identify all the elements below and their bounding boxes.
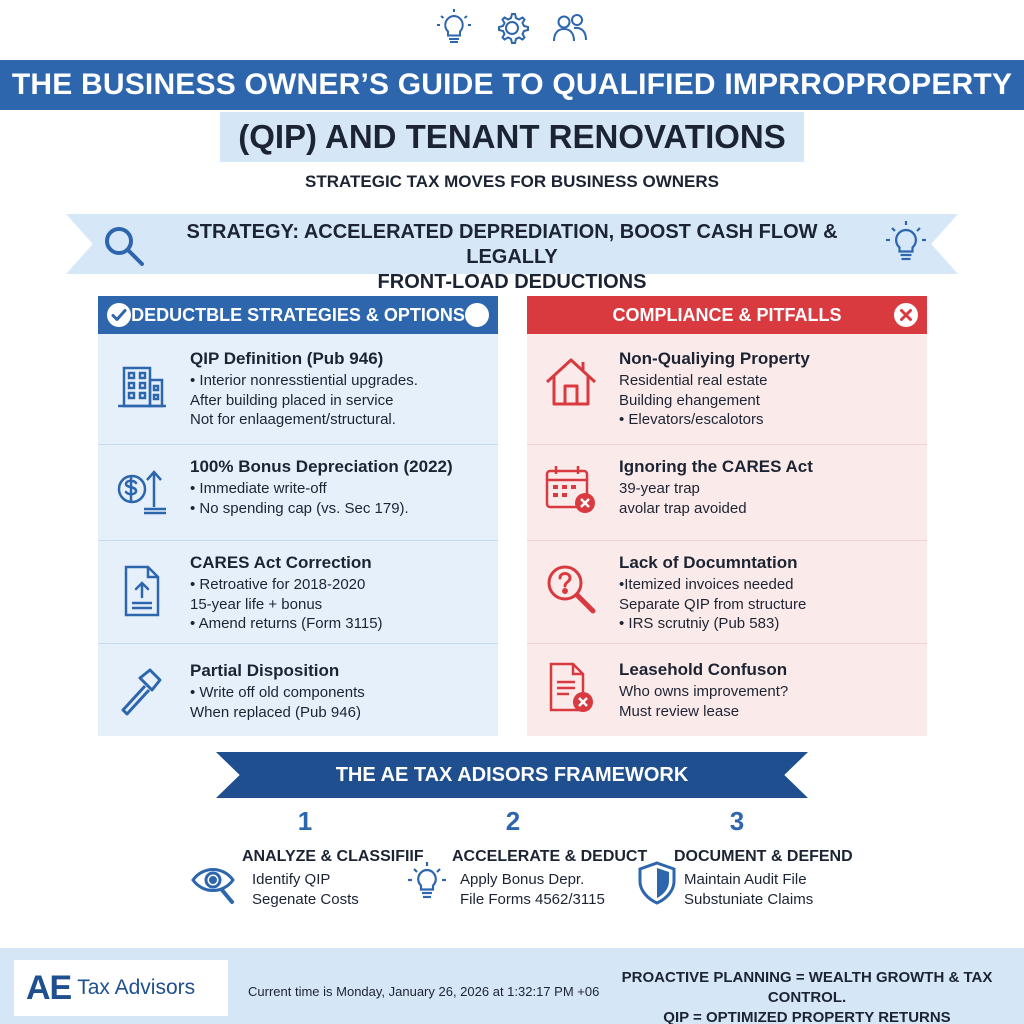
magnifier-icon (100, 222, 148, 270)
framework-title: THE AE TAX ADISORS FRAMEWORK (335, 763, 689, 786)
calendar-x-icon (543, 461, 599, 517)
logo-mark: AE (26, 968, 72, 1007)
item-details (190, 683, 365, 722)
item-details (190, 371, 418, 430)
item-line: 39-year trap (619, 480, 700, 497)
tagline-line1: PROACTIVE PLANNING = WEALTH GROWTH & TAX CONTROL. (621, 969, 993, 1006)
item-title: 100% Bonus Depreciation (2022) (190, 457, 453, 476)
item-details (619, 682, 788, 721)
step-title: ANALYZE & CLASSIFIIF (242, 848, 424, 865)
footer-tagline (600, 968, 1014, 1024)
strategies-panel (98, 296, 498, 736)
pitfalls-panel (527, 296, 927, 736)
dollar-growth-icon (114, 463, 170, 519)
step-title: DOCUMENT & DEFEND (674, 848, 853, 865)
item-line: • Interior nonresstiential upgrades. (190, 372, 418, 389)
lightbulb-icon (404, 860, 450, 906)
step-number: 3 (729, 806, 745, 836)
pitfalls-panel-header (527, 296, 927, 334)
item-line: avolar trap avoided (619, 499, 747, 517)
step-details (684, 870, 813, 909)
item-title: Partial Disposition (190, 661, 340, 680)
step-line: Substuniate Claims (684, 890, 814, 908)
house-icon (543, 354, 599, 410)
pitfalls-panel-title: COMPLIANCE & PITFALLS (612, 304, 842, 325)
step-line: Apply Bonus Depr. (460, 871, 585, 888)
item-title: Lack of Documntation (619, 553, 798, 572)
item-line: • Amend returns (Form 3115) (190, 615, 383, 632)
item-line: Who owns improvement? (619, 683, 789, 700)
list-item-qip-definition (98, 334, 498, 444)
title-banner (0, 60, 1024, 110)
step-details (460, 870, 605, 909)
item-line: Not for enlaagement/structural. (190, 411, 396, 428)
gear-icon (492, 8, 532, 48)
list-item-documentation (527, 541, 927, 643)
step-line: File Forms 4562/3115 (460, 890, 605, 908)
strategy-line1: STRATEGY: ACCELERATED DEPREDIATION, BOOST CASH FLOW & LEGALLY (186, 221, 838, 268)
logo-text: Tax Advisors (77, 976, 196, 999)
page-title-line2: (QIP) AND TENANT RENOVATIONS (220, 112, 804, 162)
step-number: 1 (297, 806, 313, 836)
item-details (190, 479, 409, 518)
item-line: 15-year life + bonus (190, 595, 323, 613)
item-line: Building ehangement (619, 391, 760, 409)
document-x-icon (543, 660, 599, 716)
item-line: • IRS scrutniy (Pub 583) (619, 615, 780, 632)
x-circle-icon (893, 302, 919, 328)
item-title: QIP Definition (Pub 946) (190, 349, 384, 368)
list-item-cares-act (98, 541, 498, 643)
tagline-line2: QIP = OPTIMIZED PROPERTY RETURNS (663, 1009, 951, 1024)
step-title: ACCELERATE & DEDUCT (452, 848, 648, 865)
hammer-icon (114, 664, 170, 720)
item-line: • Immediate write-off (190, 480, 327, 497)
step-line: Segenate Costs (252, 890, 359, 908)
item-title: Non-Qualiying Property (619, 349, 810, 368)
item-title: Ignoring the CARES Act (619, 457, 813, 476)
item-details (190, 575, 383, 634)
company-logo (14, 960, 228, 1016)
item-line: Residential real estate (619, 372, 768, 389)
lightbulb-icon (434, 8, 474, 48)
magnifier-question-icon (543, 561, 599, 617)
item-line: Separate QIP from structure (619, 595, 807, 613)
list-item-non-qualifying (527, 334, 927, 444)
building-icon (114, 356, 170, 412)
top-icon-row (0, 8, 1024, 48)
list-item-partial-disposition (98, 644, 498, 736)
step-number: 2 (505, 806, 521, 836)
item-details (619, 479, 747, 518)
item-line: • No spending cap (vs. Sec 179). (190, 499, 409, 517)
checkmark-circle-icon (106, 302, 132, 328)
item-line: • Retroative for 2018-2020 (190, 576, 366, 593)
shield-icon (634, 860, 680, 906)
eye-icon (190, 860, 236, 906)
step-details (252, 870, 359, 909)
item-line: • Elevators/escalotors (619, 411, 764, 428)
item-title: Leasehold Confuson (619, 660, 788, 679)
item-line: •Itemized invoices needed (619, 576, 794, 593)
page-title: THE BUSINESS OWNER’S GUIDE TO QUALIFIED IMPRROPROPERTY (11, 68, 1013, 101)
document-icon (114, 563, 170, 619)
strategies-panel-title: DEDUCTBLE STRATEGIES & OPTIONS (131, 304, 465, 325)
users-icon (550, 8, 590, 48)
page-subtitle: STRATEGIC TAX MOVES FOR BUSINESS OWNERS (304, 172, 719, 191)
lightbulb-icon (882, 218, 930, 268)
list-item-bonus-depreciation (98, 445, 498, 540)
list-item-cares-act-ignored (527, 445, 927, 540)
strategy-line2: FRONT-LOAD DEDUCTIONS (377, 271, 647, 293)
step-line: Identify QIP (252, 871, 331, 888)
list-item-leasehold (527, 644, 927, 736)
circle-icon (464, 302, 490, 328)
strategies-panel-header (98, 296, 498, 334)
timestamp: Current time is Monday, January 26, 2026 at 1:32:17 PM +06 (248, 984, 600, 999)
item-line: After building placed in service (190, 391, 394, 409)
item-line: When replaced (Pub 946) (190, 703, 361, 721)
step-line: Maintain Audit File (684, 871, 807, 888)
title-line2-wrap (0, 112, 1024, 162)
item-line: Must review lease (619, 702, 740, 720)
strategy-text (150, 220, 874, 295)
item-details (619, 575, 806, 634)
item-details (619, 371, 767, 430)
item-title: CARES Act Correction (190, 553, 372, 572)
item-line: • Write off old components (190, 684, 365, 701)
